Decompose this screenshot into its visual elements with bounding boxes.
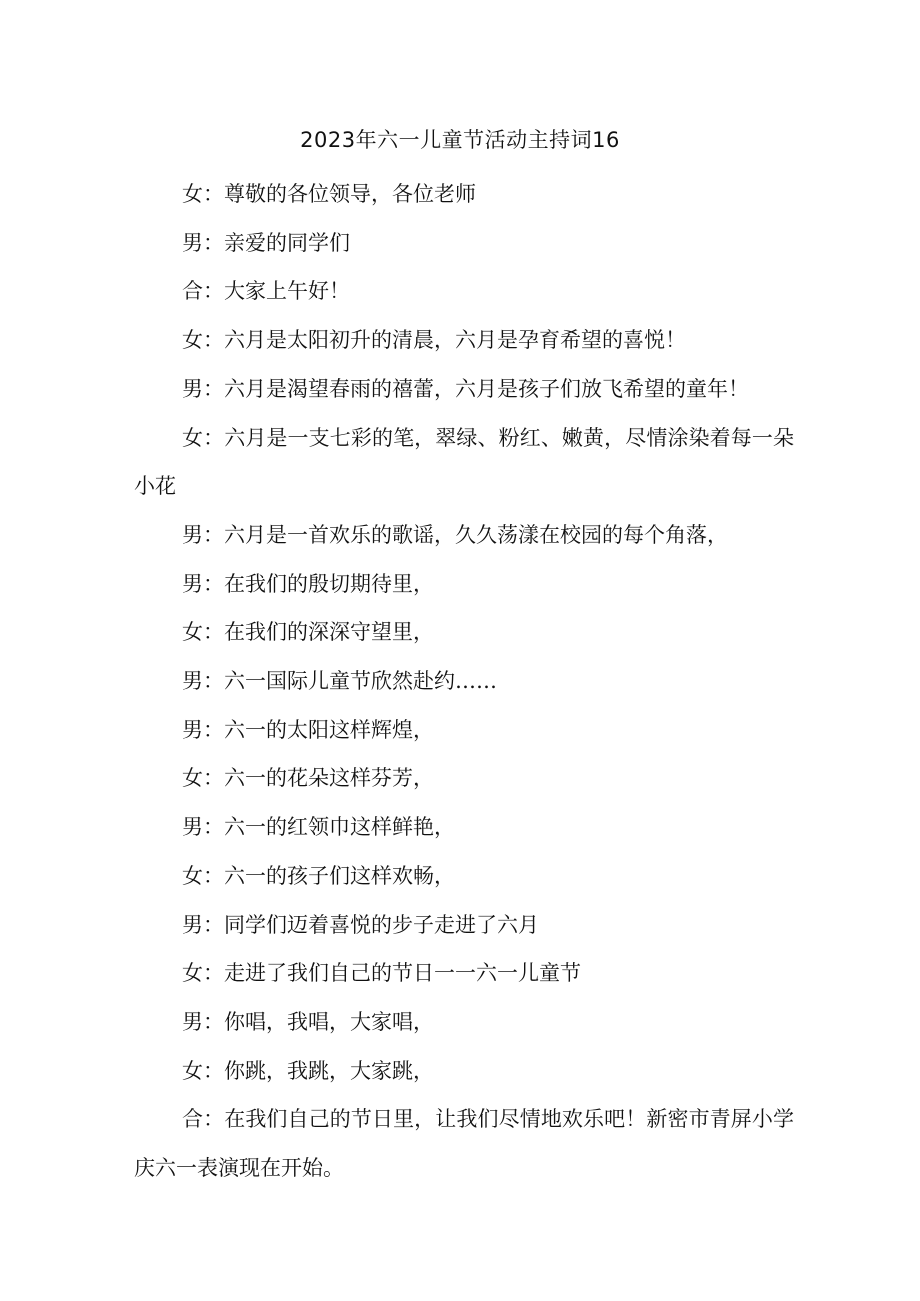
paragraph: 男：同学们迈着喜悦的步子走进了六月 [182,912,539,937]
document-title: 2023年六一儿童节活动主持词16 [300,128,620,152]
paragraph: 合：在我们自己的节日里，让我们尽情地欢乐吧！新密市青屏小学庆六一表演现在开始。 [134,1107,794,1181]
paragraph: 男：六一国际儿童节欣然赴约…… [182,669,497,694]
paragraph: 男：六一的红领巾这样鲜艳， [182,815,455,840]
paragraph: 男：六一的太阳这样辉煌， [182,717,434,742]
paragraph: 女：六月是一支七彩的笔，翠绿、粉红、嫩黄，尽情涂染着每一朵小花 [134,425,794,499]
paragraph: 女：走进了我们自己的节日一一六一儿童节 [182,961,581,986]
paragraph: 女：在我们的深深守望里， [182,620,434,645]
paragraph: 男：六月是渴望春雨的禧蕾，六月是孩子们放飞希望的童年！ [182,376,749,401]
paragraph: 男：在我们的殷切期待里， [182,571,434,596]
paragraph: 男：你唱，我唱，大家唱， [182,1009,434,1034]
paragraph: 男：六月是一首欢乐的歌谣，久久荡漾在校园的每个角落， [182,522,728,547]
paragraph: 女：六一的孩子们这样欢畅， [182,863,455,888]
paragraph: 女：六月是太阳初升的清晨，六月是孕育希望的喜悦！ [182,328,686,353]
paragraph: 男：亲爱的同学们 [182,230,350,255]
paragraph: 合：大家上午好！ [182,279,350,304]
paragraph: 女：六一的花朵这样芬芳， [182,766,434,791]
document-body [134,170,794,1193]
paragraph: 女：尊敬的各位领导，各位老师 [182,182,476,206]
paragraph: 女：你跳，我跳，大家跳， [182,1058,434,1083]
